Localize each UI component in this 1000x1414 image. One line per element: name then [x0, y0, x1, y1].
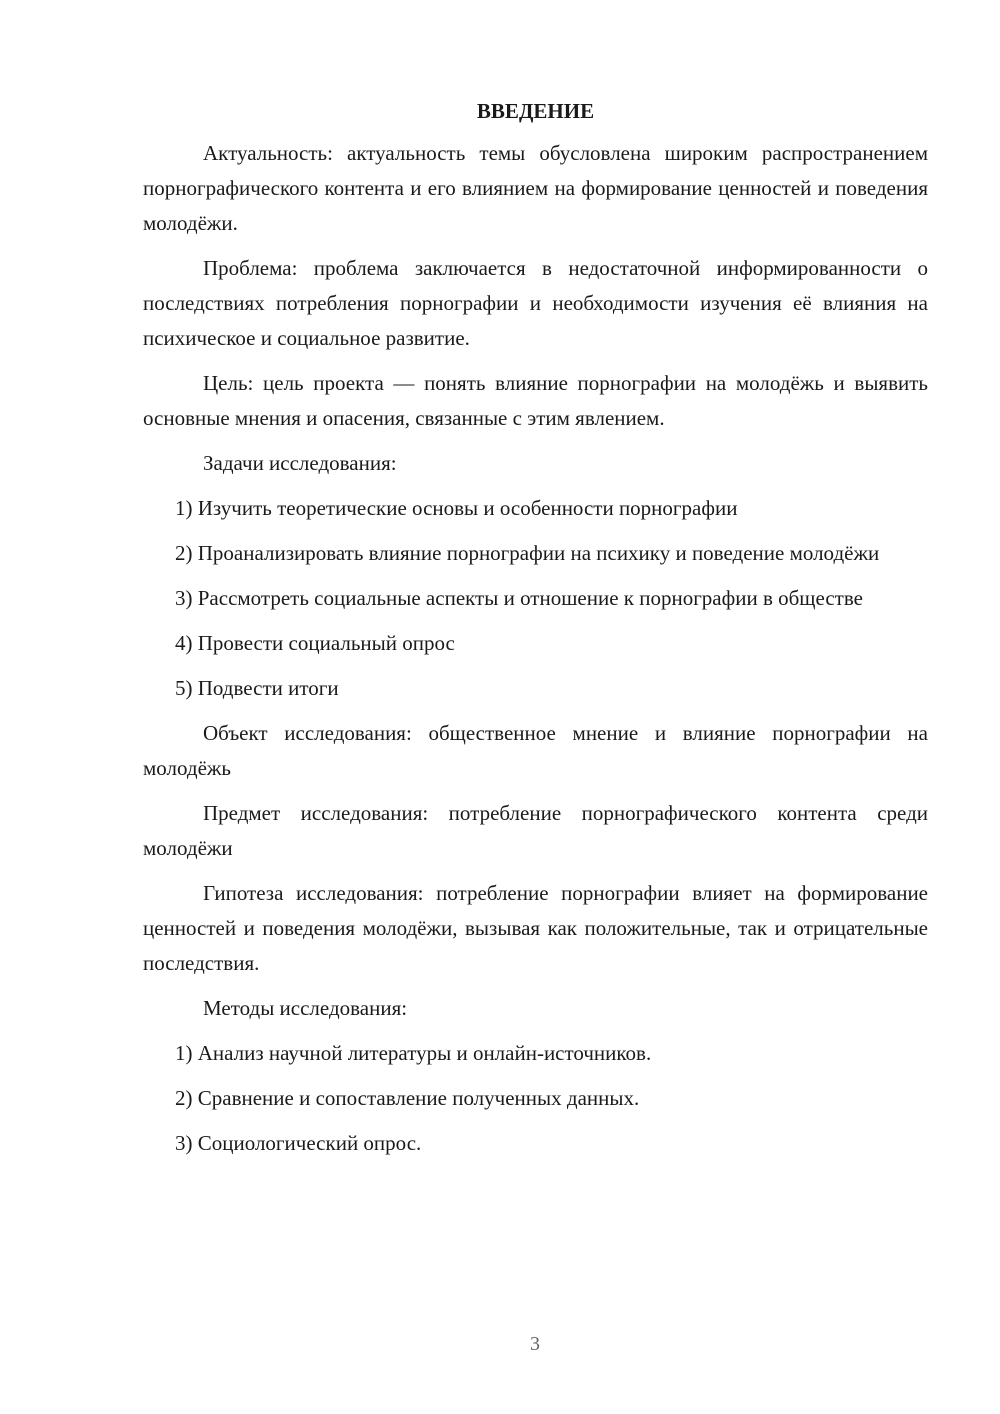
problem-paragraph: Проблема: проблема заключается в недостаточной информированности о последствиях потребления порнографии и необходимости изучения её влияния на психическое и социальное развитие. [143, 256, 928, 350]
task-item-1: 1) Изучить теоретические основы и особенности порнографии [175, 496, 738, 520]
method-item-2: 2) Сравнение и сопоставление полученных данных. [175, 1086, 640, 1110]
subject-paragraph: Предмет исследования: потребление порнографического контента среди молодёжи [143, 801, 928, 860]
tasks-heading: Задачи исследования: [203, 451, 397, 475]
section-heading: ВВЕДЕНИЕ [476, 99, 595, 123]
task-item-5: 5) Подвести итоги [175, 676, 339, 700]
object-paragraph: Объект исследования: общественное мнение и влияние порнографии на молодёжь [143, 721, 928, 780]
document-page [143, 96, 928, 1171]
page-number: 3 [530, 1333, 540, 1355]
task-item-3: 3) Рассмотреть социальные аспекты и отношение к порнографии в обществе [175, 586, 863, 610]
task-item-2: 2) Проанализировать влияние порнографии на психику и поведение молодёжи [175, 541, 880, 565]
task-item-4: 4) Провести социальный опрос [175, 631, 455, 655]
methods-heading: Методы исследования: [203, 996, 408, 1020]
relevance-paragraph: Актуальность: актуальность темы обусловлена широким распространением порнографического контента и его влиянием на формирование ценностей и поведения молодёжи. [143, 141, 928, 235]
goal-paragraph: Цель: цель проекта — понять влияние порнографии на молодёжь и выявить основные мнения и опасения, связанные с этим явлением. [143, 371, 928, 430]
method-item-3: 3) Социологический опрос. [175, 1131, 422, 1155]
method-item-1: 1) Анализ научной литературы и онлайн-источников. [175, 1041, 652, 1065]
hypothesis-paragraph: Гипотеза исследования: потребление порнографии влияет на формирование ценностей и поведения молодёжи, вызывая как положительные, так и отрицательные последствия. [143, 881, 928, 975]
